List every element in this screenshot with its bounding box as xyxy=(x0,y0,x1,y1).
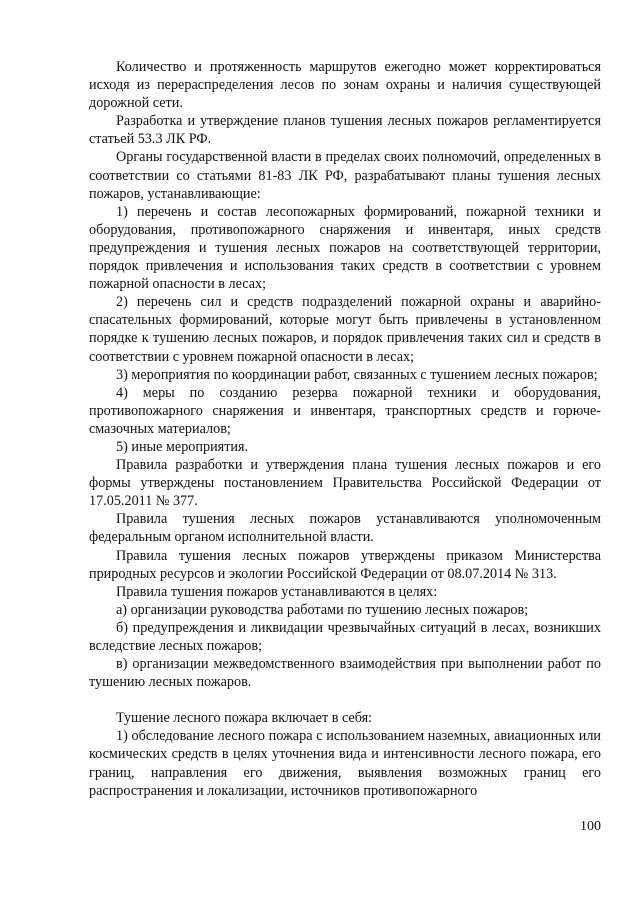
list-item-5: 5) иные мероприятия. xyxy=(116,438,249,455)
paragraph-plan-rules: Правила разработки и утверждения плана тушения лесных пожаров и его формы утверждены постановлением Правительства Российской Федерации от 17.05.2011 № 377. xyxy=(89,457,601,510)
list-item-3: 3) мероприятия по координации работ, связанных с тушением лесных пожаров; xyxy=(116,366,598,383)
purpose-item-a: а) организации руководства работами по тушению лесных пожаров; xyxy=(116,601,529,618)
purpose-item-b: б) предупреждения и ликвидации чрезвычайных ситуаций в лесах, возникших вследствие лесных пожаров; xyxy=(89,619,601,654)
paragraph-rules-established: Правила тушения лесных пожаров устанавливаются уполномоченным федеральным органом исполнительной власти. xyxy=(89,511,601,546)
paragraph-authorities: Органы государственной власти в пределах своих полномочий, определенных в соответствии со статьями 81-83 ЛК РФ, разрабатывают планы тушения лесных пожаров, устанавливающие: xyxy=(89,149,601,202)
list-item-4: 4) меры по созданию резерва пожарной техники и оборудования, противопожарного снаряжения и инвентаря, транспортных средств и горюче-смазочных материалов; xyxy=(89,384,601,437)
paragraph-purposes: Правила тушения пожаров устанавливаются в целях: xyxy=(116,583,438,600)
page-number: 100 xyxy=(580,819,601,834)
paragraph-plans-regulation: Разработка и утверждение планов тушения лесных пожаров регламентируется статьей 53.3 ЛК РФ. xyxy=(89,113,601,148)
extinguishing-item-1: 1) обследование лесного пожара с использованием наземных, авиационных или космических средств в целях уточнения вида и интенсивности лесного пожара, его границ, направления его движения, выявления возможных границ его распространения и локализации, источников противопожарного xyxy=(89,728,601,799)
paragraph-rules-approved: Правила тушения лесных пожаров утверждены приказом Министерства природных ресурсов и экологии Российской Федерации от 08.07.2014 № 313. xyxy=(89,547,601,582)
document-page xyxy=(89,58,601,800)
purpose-item-c: в) организации межведомственного взаимодействия при выполнении работ по тушению лесных пожаров. xyxy=(89,656,601,691)
paragraph-routes: Количество и протяженность маршрутов ежегодно может корректироваться исходя из перераспределения лесов по зонам охраны и наличия существующей дорожной сети. xyxy=(89,59,601,112)
list-item-1: 1) перечень и состав лесопожарных формирований, пожарной техники и оборудования, противопожарного снаряжения и инвентаря, иных средств предупреждения и тушения лесных пожаров на соответствующей территории, порядок привлечения и использования таких средств в соответствии с уровнем пожарной опасности в лесах; xyxy=(89,203,601,293)
paragraph-extinguishing-includes: Тушение лесного пожара включает в себя: xyxy=(116,710,373,727)
list-item-2: 2) перечень сил и средств подразделений пожарной охраны и аварийно-спасательных формирований, которые могут быть привлечены в установленном порядке к тушению лесных пожаров, и порядок привлечения таких сил и средств в соответствии с уровнем пожарной опасности в лесах; xyxy=(89,294,601,365)
